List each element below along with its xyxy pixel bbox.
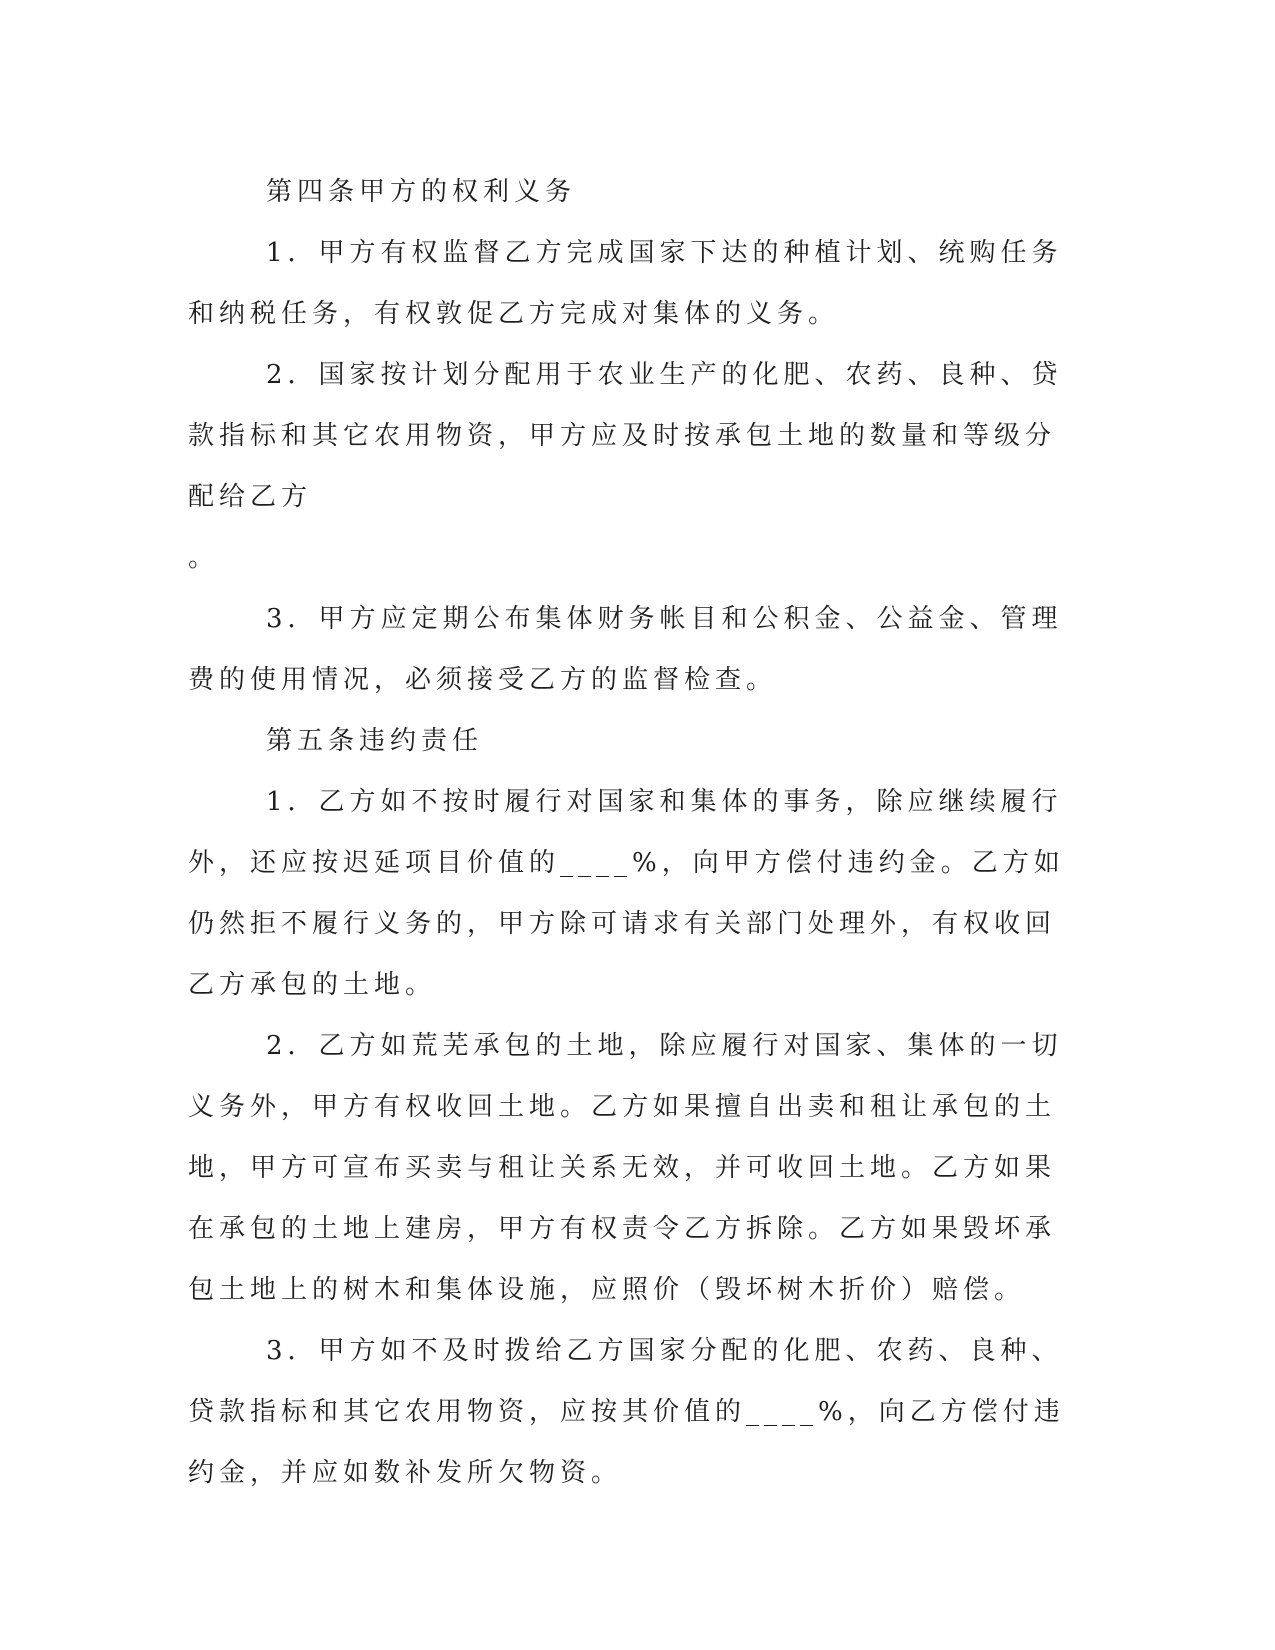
section-4-heading: 第四条甲方的权利义务 xyxy=(266,177,577,207)
section-4-item-3: 3．甲方应定期公布集体财务帐目和公积金、公益金、管理费的使用情况，必须接受乙方的监督检查。 xyxy=(188,604,1063,695)
section-5-item-3: 3．甲方如不及时拨给乙方国家分配的化肥、农药、良种、贷款指标和其它农用物资，应按其价值的____%，向乙方偿付违约金，并应如数补发所欠物资。 xyxy=(188,1336,1065,1488)
section-4-item-2-tail: 。 xyxy=(188,543,220,573)
section-5-heading: 第五条违约责任 xyxy=(266,726,484,756)
section-5-item-2: 2．乙方如荒芜承包的土地，除应履行对国家、集体的一切义务外，甲方有权收回土地。乙方如果擅自出卖和租让承包的土地，甲方可宣布买卖与租让关系无效，并可收回土地。乙方如果在承包的土地上建房，甲方有权责令乙方拆除。乙方如果毁坏承包土地上的树木和集体设施，应照价（毁坏树木折价）赔偿。 xyxy=(188,1031,1063,1305)
section-4-item-1: 1．甲方有权监督乙方完成国家下达的种植计划、统购任务和纳税任务，有权敦促乙方完成对集体的义务。 xyxy=(188,238,1063,329)
document-body xyxy=(188,162,1068,1504)
section-5-item-1: 1．乙方如不按时履行对国家和集体的事务，除应继续履行外，还应按迟延项目价值的____%，向甲方偿付违约金。乙方如仍然拒不履行义务的，甲方除可请求有关部门处理外，有权收回乙方承包的土地。 xyxy=(188,787,1065,1000)
section-4-item-2: 2．国家按计划分配用于农业生产的化肥、农药、良种、贷款指标和其它农用物资，甲方应及时按承包土地的数量和等级分配给乙方 xyxy=(188,360,1063,512)
